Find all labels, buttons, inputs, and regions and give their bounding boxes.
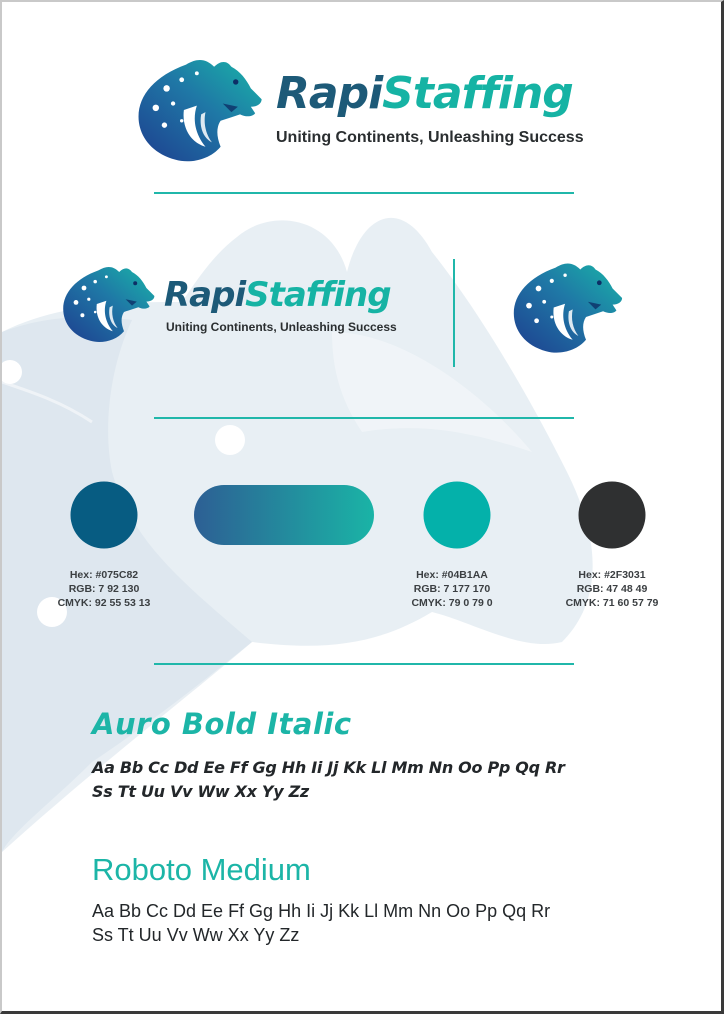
divider-rule xyxy=(154,192,574,194)
vertical-divider xyxy=(453,259,455,367)
secondary-logo xyxy=(60,264,420,354)
hex-value: Hex: #2F3031 xyxy=(578,569,646,581)
brand-name-part1: Rapi xyxy=(276,68,383,119)
bear-head-icon xyxy=(60,264,156,344)
alphabet-sample-auro xyxy=(92,756,565,804)
brand-tagline: Uniting Continents, Unleashing Success xyxy=(166,320,397,334)
color-code-teal xyxy=(382,568,522,610)
brand-name-part1: Rapi xyxy=(164,275,246,315)
alphabet-line: Ss Tt Uu Vv Ww Xx Yy Zz xyxy=(92,782,309,801)
rgb-value: RGB: 7 177 170 xyxy=(413,583,491,595)
swatch-fill xyxy=(71,482,138,549)
hex-value: Hex: #075C82 xyxy=(69,569,139,581)
alphabet-line: Ss Tt Uu Vv Ww Xx Yy Zz xyxy=(92,925,300,945)
primary-logo xyxy=(134,56,604,168)
color-code-blue xyxy=(34,568,174,610)
swatch-fill xyxy=(579,482,646,549)
alphabet-line: Aa Bb Cc Dd Ee Ff Gg Hh Ii Jj Kk Ll Mm Nn Oo Pp Qq Rr xyxy=(92,758,565,777)
alphabet-sample-roboto xyxy=(92,899,550,947)
bear-head-icon xyxy=(134,56,264,164)
color-swatch-blue xyxy=(70,481,138,549)
color-swatch-gradient xyxy=(194,485,374,545)
brand-name xyxy=(276,68,573,119)
cmyk-value: CMYK: 92 55 53 13 xyxy=(57,597,151,609)
divider-rule xyxy=(154,663,574,665)
color-swatch-charcoal xyxy=(578,481,646,549)
font-name-roboto: Roboto Medium xyxy=(92,852,311,887)
font-name-auro: Auro Bold Italic xyxy=(92,707,352,741)
cmyk-value: CMYK: 71 60 57 79 xyxy=(565,597,659,609)
color-code-charcoal xyxy=(542,568,682,610)
brand-name xyxy=(164,275,391,315)
brand-tagline: Uniting Continents, Unleashing Success xyxy=(276,129,584,146)
bear-head-icon xyxy=(510,260,624,355)
color-swatch-teal xyxy=(423,481,491,549)
alphabet-line: Aa Bb Cc Dd Ee Ff Gg Hh Ii Jj Kk Ll Mm Nn Oo Pp Qq Rr xyxy=(92,901,551,921)
rgb-value: RGB: 47 48 49 xyxy=(576,583,648,595)
divider-rule xyxy=(154,417,574,419)
hex-value: Hex: #04B1AA xyxy=(416,569,488,581)
rgb-value: RGB: 7 92 130 xyxy=(68,583,140,595)
cmyk-value: CMYK: 79 0 79 0 xyxy=(411,597,493,609)
brand-name-part2: Staffing xyxy=(382,68,573,119)
brand-name-part2: Staffing xyxy=(245,275,391,315)
swatch-fill xyxy=(424,482,491,549)
